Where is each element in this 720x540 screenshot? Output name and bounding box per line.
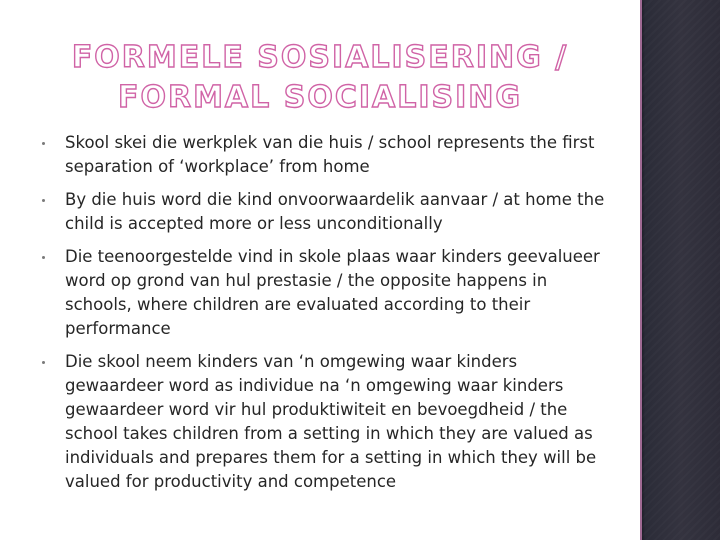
bullet-list (42, 131, 612, 503)
bullet-item-3 (42, 245, 612, 341)
bullet-text: By die huis word die kind onvoorwaardelik aanvaar / at home the child is accepted more or less unconditionally (65, 190, 605, 233)
slide-title: FORMELE SOSIALISERING / FORMAL SOCIALISING (71, 40, 569, 115)
bullet-dot-icon (42, 199, 45, 202)
bullet-item-2 (42, 188, 612, 236)
bullet-dot-icon (42, 142, 45, 145)
decorative-side-panel (640, 0, 720, 540)
bullet-dot-icon (42, 361, 45, 364)
bullet-text: Die teenoorgestelde vind in skole plaas waar kinders geevalueer word op grond van hul prestasie / the opposite happens in schools, where children are evaluated according to their performance (65, 247, 600, 338)
bullet-text: Skool skei die werkplek van die huis / school represents the first separation of ‘workplace’ from home (65, 133, 595, 176)
bullet-item-1 (42, 131, 612, 179)
bullet-item-4 (42, 350, 612, 494)
bullet-text: Die skool neem kinders van ‘n omgewing waar kinders gewaardeer word as individue na ‘n omgewing waar kinders gewaardeer word vir hul produktiwiteit en bevoegdheid / the school takes children from a setting in which they are valued as individuals and prepares them for a setting in which they will be valued for productivity and competence (65, 352, 597, 491)
bullet-dot-icon (42, 256, 45, 259)
